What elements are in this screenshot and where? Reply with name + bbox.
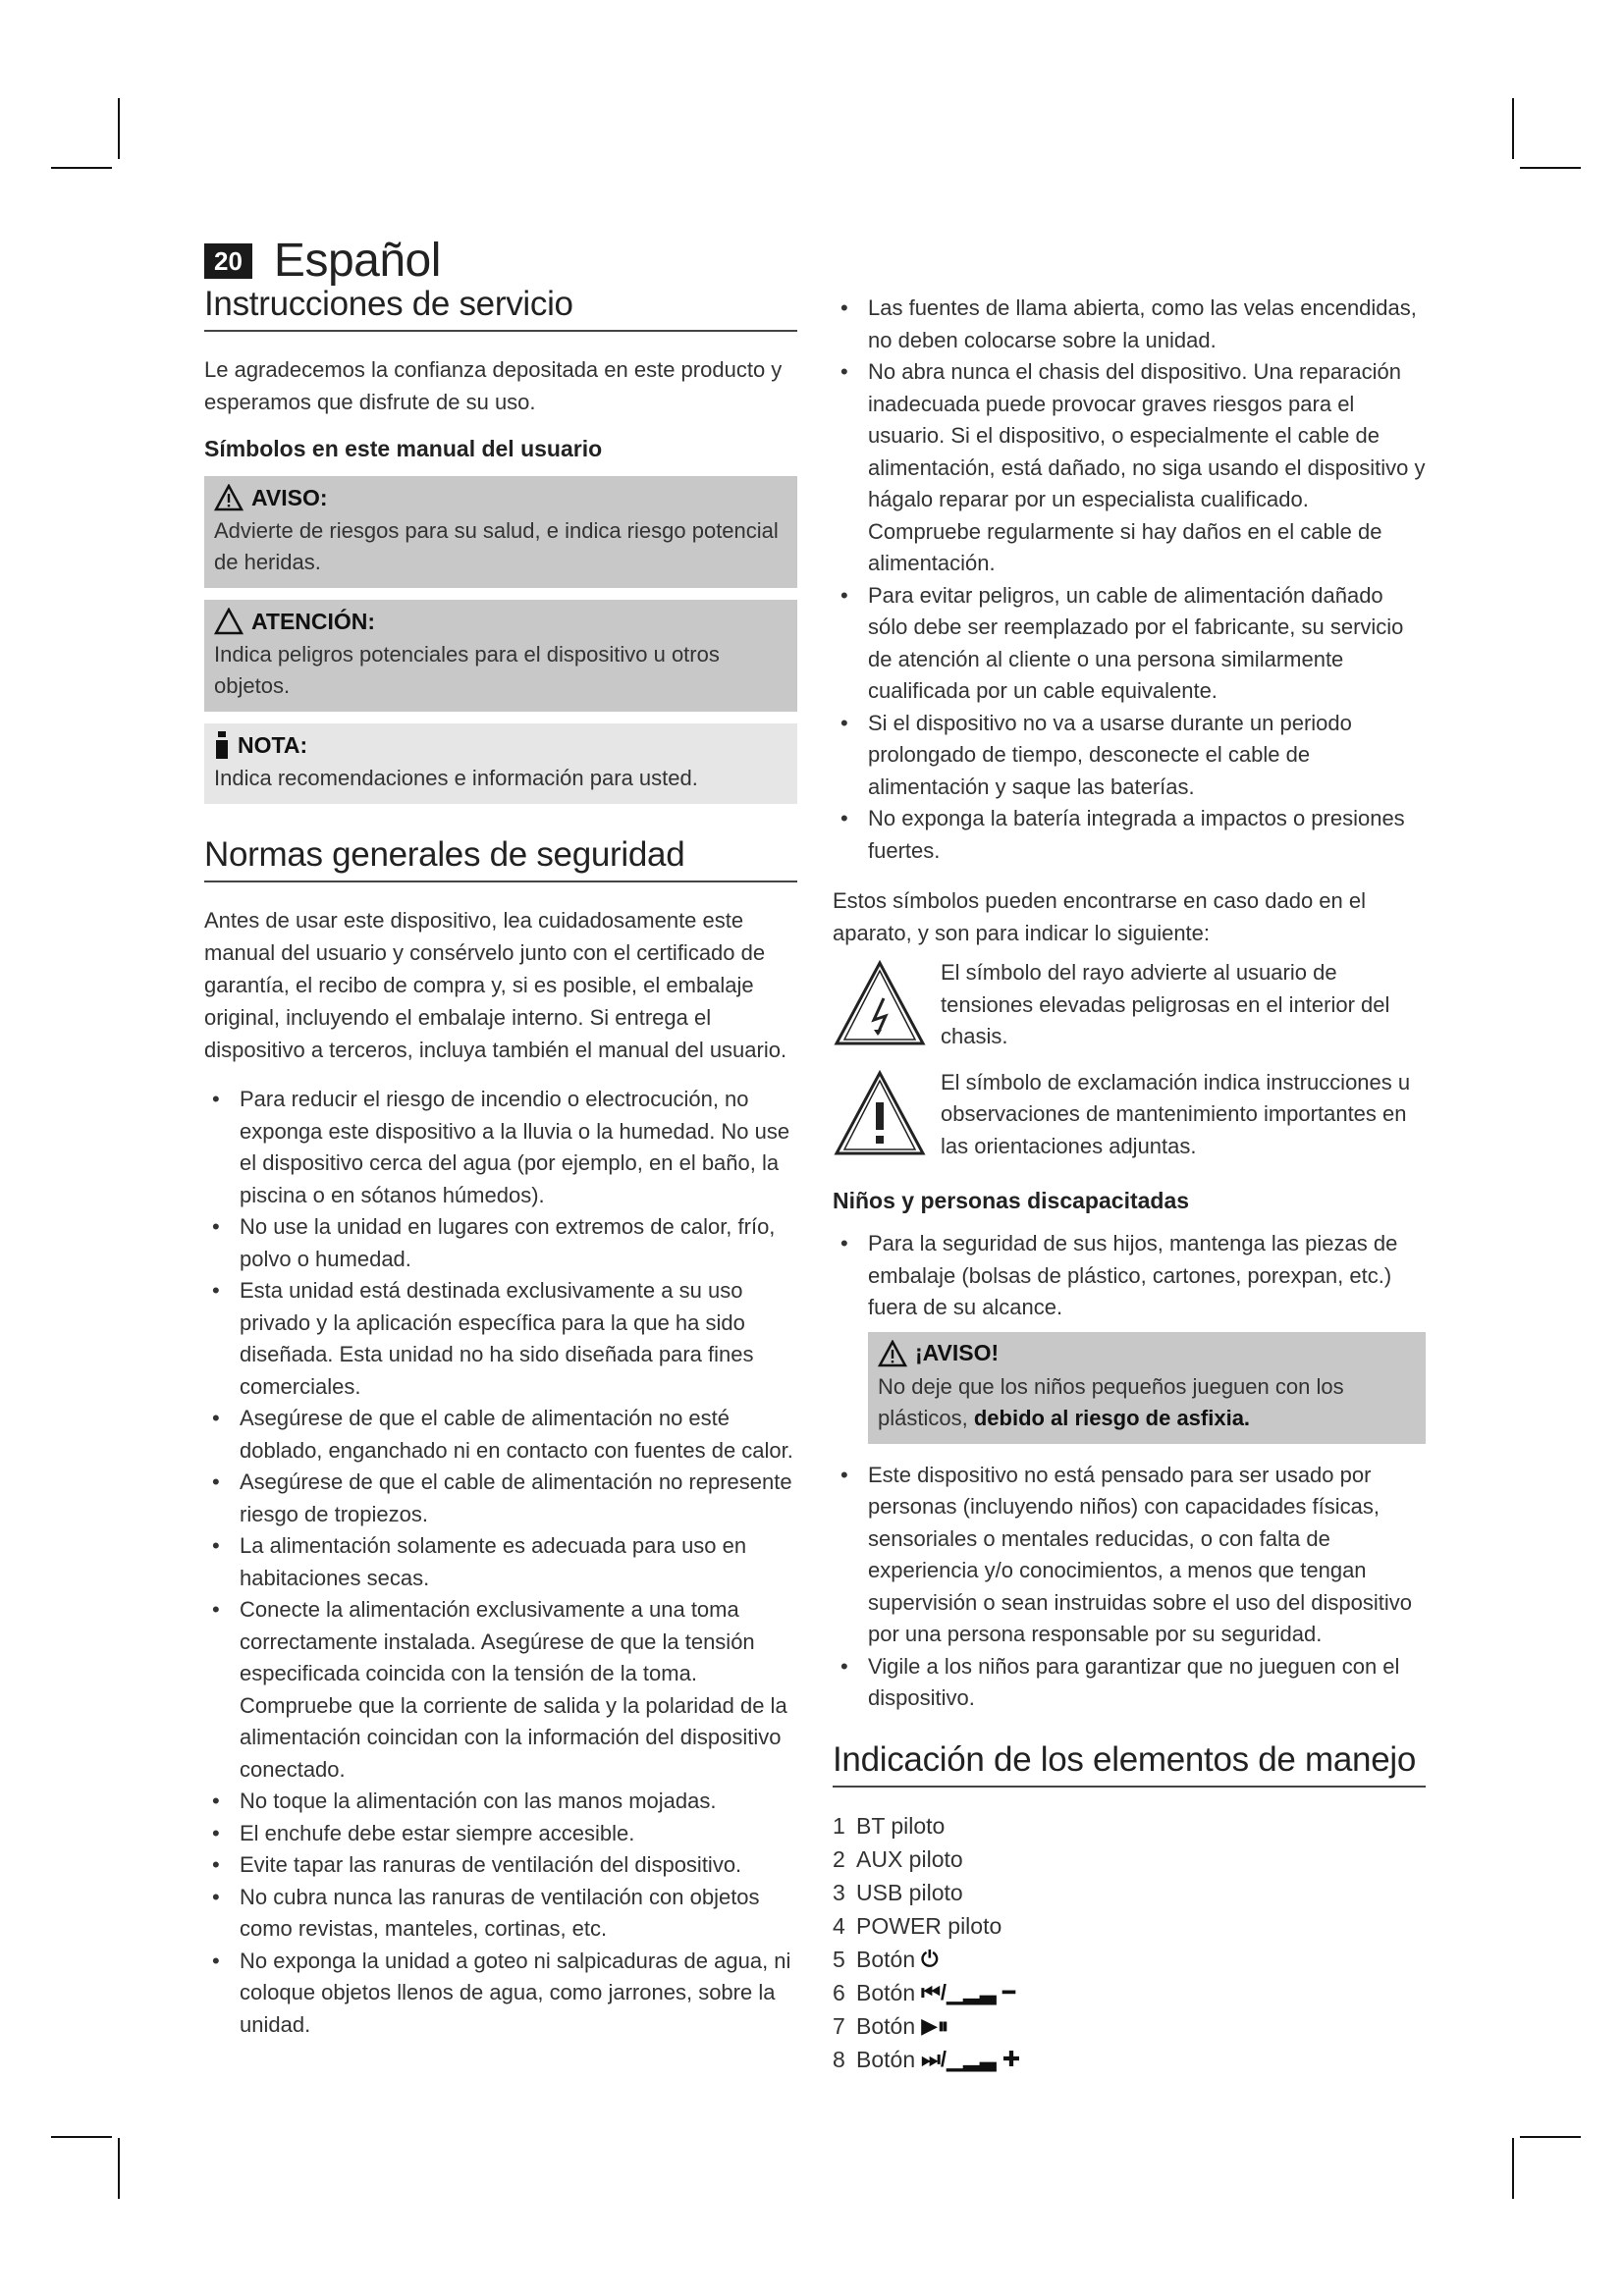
list-item: • No exponga la unidad a goteo ni salpicaduras de agua, ni coloque objetos llenos de agua, como jarrones, sobre la unidad.: [212, 1948, 791, 2037]
warning-box: [204, 476, 797, 588]
section-title-safety: Normas generales de seguridad: [204, 835, 797, 882]
note-box: [204, 723, 797, 804]
list-item: • No abra nunca el chasis del dispositivo. Una reparación inadecuada puede provocar graves riesgos para el usuario. Si el dispositivo, o especialmente el cable de alimentación, está dañado, no siga usando el dispositivo y hágalo reparar por un especialista cualificado. Compruebe regularmente si hay daños en el cable de alimentación.: [840, 359, 1426, 575]
children-list-continued: [833, 1460, 1426, 1715]
attention-box: [204, 600, 797, 712]
controls-list: [833, 1809, 1426, 2076]
list-item: • Para reducir el riesgo de incendio o electrocución, no exponga este dispositivo a la lluvia o la humedad. No use el dispositivo cerca del agua (por ejemplo, en el baño, la piscina o en sótanos húmedos).: [212, 1087, 790, 1207]
list-item: • No exponga la batería integrada a impactos o presiones fuertes.: [840, 806, 1405, 863]
crop-mark: [118, 2138, 120, 2199]
note-text: Indica recomendaciones e información para usted.: [214, 766, 698, 790]
attention-title-text: ATENCIÓN:: [251, 608, 376, 634]
child-warning-box: [868, 1332, 1426, 1444]
page-header: [204, 234, 441, 288]
crop-mark: [51, 2136, 112, 2138]
previous-volume-down-icon: ⏮/▁▂▃ ━: [921, 1979, 1016, 2004]
list-item: • Para evitar peligros, un cable de alimentación dañado sólo debe ser reemplazado por el fabricante, su servicio de atención al cliente o una persona similarmente cualificada por un cable equivalente.: [840, 582, 1404, 703]
list-item: • Conecte la alimentación exclusivamente a una toma correctamente instalada. Asegúrese de que la tensión especificada coincida con la tensión de la toma. Compruebe que la corriente de salida y la polaridad de la alimentación coincidan con la información del dispositivo conectado.: [212, 1597, 787, 1782]
attention-title: [214, 608, 787, 635]
safety-intro: Antes de usar este dispositivo, lea cuidadosamente este manual del usuario y consérvelo junto con el certificado de garantía, el recibo de compra y, si es posible, el embalaje original, incluyendo el embalaje interno. Si entrega el dispositivo a terceros, incluya también el manual del usuario.: [204, 908, 787, 1062]
list-item: • La alimentación solamente es adecuada para uso en habitaciones secas.: [212, 1533, 747, 1590]
crop-mark: [1512, 2138, 1514, 2199]
list-item: • Asegúrese de que el cable de alimentación no esté doblado, enganchado ni en contacto con fuentes de calor.: [212, 1406, 793, 1463]
power-icon: ⏻: [921, 1946, 939, 1971]
exclamation-warning-icon: [833, 1067, 927, 1161]
control-item: 3 USB piloto: [833, 1879, 963, 1905]
list-item: • No toque la alimentación con las manos mojadas.: [212, 1789, 717, 1813]
control-item: 8 Botón ⏭/▁▂▃ ✚: [833, 2043, 1426, 2076]
note-title-text: NOTA:: [238, 731, 308, 758]
control-item: 6 Botón ⏮/▁▂▃ ━: [833, 1976, 1426, 2009]
warning-title-text: AVISO:: [251, 484, 328, 510]
crop-mark: [1520, 2136, 1581, 2138]
attention-text: Indica peligros potenciales para el dispositivo u otros objetos.: [214, 642, 720, 698]
crop-mark: [1520, 167, 1581, 169]
control-item: 2 AUX piloto: [833, 1845, 963, 1872]
section-title-instructions: Instrucciones de servicio: [204, 285, 797, 332]
safety-list: [204, 1084, 797, 2041]
control-item: 1 BT piloto: [833, 1812, 946, 1839]
warning-triangle-icon: [214, 484, 244, 511]
list-item: • Este dispositivo no está pensado para ser usado por personas (incluyendo niños) con capacidades físicas, sensoriales o mentales reducidas, o con falta de experiencia y/o conocimientos, a menos que tengan supervisión o sean instruidas sobre el uso del dispositivo por una persona responsable por su seguridad.: [840, 1462, 1412, 1646]
section-title-controls: Indicación de los elementos de manejo: [833, 1740, 1426, 1788]
exclamation-symbol-text: El símbolo de exclamación indica instrucciones u observaciones de mantenimiento importantes en las orientaciones adjuntas.: [941, 1069, 1411, 1158]
warning-title: [214, 484, 787, 511]
intro-text: Le agradecemos la confianza depositada en este producto y esperamos que disfrute de su uso.: [204, 357, 783, 414]
lightning-symbol-text: El símbolo del rayo advierte al usuario de tensiones elevadas peligrosas en el interior del chasis.: [941, 960, 1390, 1048]
list-item: • No use la unidad en lugares con extremos de calor, frío, polvo o humedad.: [212, 1214, 776, 1271]
crop-mark: [1512, 98, 1514, 159]
list-item: • No cubra nunca las ranuras de ventilación con objetos como revistas, manteles, cortinas, etc.: [212, 1884, 760, 1941]
page-number: 20: [204, 243, 252, 279]
warning-triangle-icon: [878, 1340, 907, 1367]
exclamation-symbol-row: [833, 1067, 1426, 1163]
control-item: 4 POWER piloto: [833, 1912, 1002, 1939]
child-warning-text: No deje que los niños pequeños jueguen con los plásticos, debido al riesgo de asfixia.: [878, 1373, 1344, 1430]
attention-triangle-icon: [214, 608, 244, 635]
list-item: • Asegúrese de que el cable de alimentación no represente riesgo de tropiezos.: [212, 1469, 792, 1526]
symbols-intro: Estos símbolos pueden encontrarse en caso dado en el aparato, y son para indicar lo siguiente:: [833, 888, 1367, 945]
crop-mark: [118, 98, 120, 159]
note-title: [214, 731, 787, 759]
safety-list-continued: [833, 293, 1426, 867]
crop-mark: [51, 167, 112, 169]
control-item: 7 Botón ▶⏸: [833, 2009, 1426, 2043]
list-item: • El enchufe debe estar siempre accesible.: [212, 1820, 635, 1845]
list-item: • Si el dispositivo no va a usarse durante un periodo prolongado de tiempo, desconecte el cable de alimentación y saque las baterías.: [840, 710, 1352, 799]
list-item: • Vigile a los niños para garantizar que no jueguen con el dispositivo.: [840, 1653, 1400, 1710]
list-item: • Esta unidad está destinada exclusivamente a su uso privado y la aplicación específica para la que ha sido diseñada. Esta unidad no ha sido diseñada para fines comerciales.: [212, 1278, 754, 1399]
language-title: Español: [273, 235, 441, 287]
control-item: 5 Botón ⏻: [833, 1943, 1426, 1976]
symbols-heading: Símbolos en este manual del usuario: [204, 436, 603, 461]
info-icon: [214, 731, 230, 759]
play-pause-icon: ▶⏸: [921, 2012, 949, 2038]
list-item: • Para la seguridad de sus hijos, mantenga las piezas de embalaje (bolsas de plástico, cartones, porexpan, etc.) fuera de su alcance.: [840, 1231, 1398, 1319]
next-volume-up-icon: ⏭/▁▂▃ ✚: [921, 2046, 1021, 2071]
list-item: • Evite tapar las ranuras de ventilación del dispositivo.: [212, 1852, 742, 1877]
warning-text: Advierte de riesgos para su salud, e indica riesgo potencial de heridas.: [214, 518, 779, 574]
children-list: [833, 1228, 1426, 1324]
left-column: [204, 285, 797, 2058]
children-heading: Niños y personas discapacitadas: [833, 1188, 1190, 1213]
lightning-warning-icon: [833, 957, 927, 1051]
child-warning-title: [878, 1340, 1416, 1367]
list-item: • Las fuentes de llama abierta, como las velas encendidas, no deben colocarse sobre la unidad.: [840, 295, 1417, 352]
right-column: [833, 293, 1426, 2076]
lightning-symbol-row: [833, 957, 1426, 1053]
child-warning-title-text: ¡AVISO!: [915, 1340, 1000, 1365]
